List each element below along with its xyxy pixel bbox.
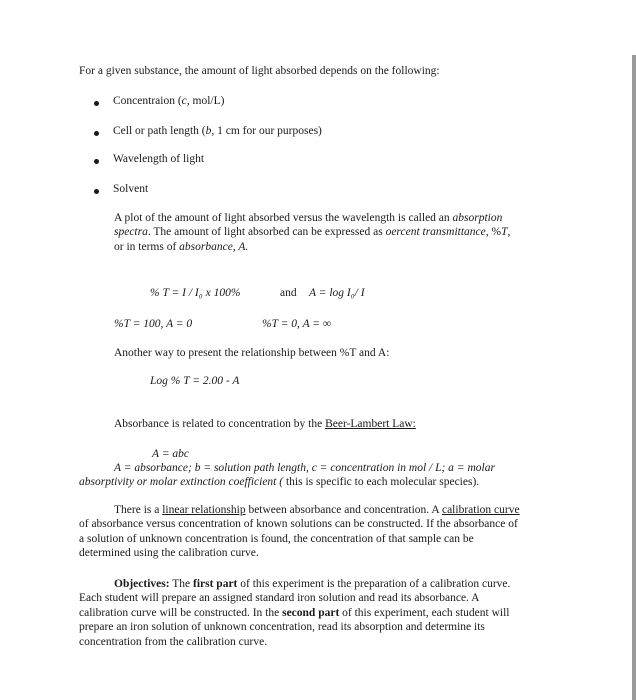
objectives-paragraph: Objectives: The first part of this experiment is the preparation of a calibration curve. Each student will prepare an assigned standard iron solution and read its absorbance. A calibration curve will be constructed. In the second part of this experiment, each student will prepare an iron solution of unknown concentration, read its absorption and determine its concentration from the calibration curve. (79, 578, 511, 648)
and-connector: and (280, 287, 297, 299)
bullet-item-path-length: Cell or path length (b, 1 cm for our purposes) (113, 125, 322, 137)
bullet-item-solvent: Solvent (113, 183, 149, 195)
scrollbar[interactable] (632, 55, 636, 700)
transmittance-equation: % T = I / I₀ x 100% (150, 287, 241, 299)
log-equation: Log % T = 2.00 - A (150, 375, 240, 387)
bullet-item-wavelength: Wavelength of light (113, 153, 205, 165)
intro-text: For a given substance, the amount of light absorbed depends on the following: (79, 65, 440, 77)
bullet-dot (94, 189, 99, 194)
relationship-intro: Another way to present the relationship between %T and A: (114, 347, 390, 359)
spectra-paragraph: A plot of the amount of light absorbed versus the wavelength is called an absorption spectra. The amount of light absorbed can be expressed as oercent transmittance, %T, or in terms of absorbance, A. (114, 212, 511, 253)
calibration-paragraph: There is a linear relationship between absorbance and concentration. A calibration curve of absorbance versus concentration of known solutions can be constructed. If the absorbance of a solution of unknown concentration is found, the concentration of that sample can be determined using the calibration curve. (79, 504, 520, 560)
bullet-dot (94, 131, 99, 136)
beer-lambert-law-link: Beer-Lambert Law: (325, 418, 416, 430)
bullet-item-concentration: Concentraion (c, mol/L) (113, 95, 225, 107)
zero-transmittance-case: %T = 0, A = ∞ (262, 318, 332, 330)
bullet-dot (94, 159, 99, 164)
objectives-label: Objectives: (114, 578, 170, 590)
full-transmittance-case: %T = 100, A = 0 (114, 318, 193, 330)
beer-lambert-definition-cont: absorptivity or molar extinction coefficient ( this is specific to each molecular species). (79, 476, 480, 488)
beer-lambert-definition: A = absorbance; b = solution path length, c = concentration in mol / L; a = molar (114, 462, 495, 474)
beer-lambert-formula: A = abc (152, 448, 189, 460)
bullet-dot (94, 101, 99, 106)
absorbance-equation: A = log I₀/ I (309, 287, 365, 299)
beer-lambert-intro: Absorbance is related to concentration by the Beer-Lambert Law: (114, 418, 416, 430)
